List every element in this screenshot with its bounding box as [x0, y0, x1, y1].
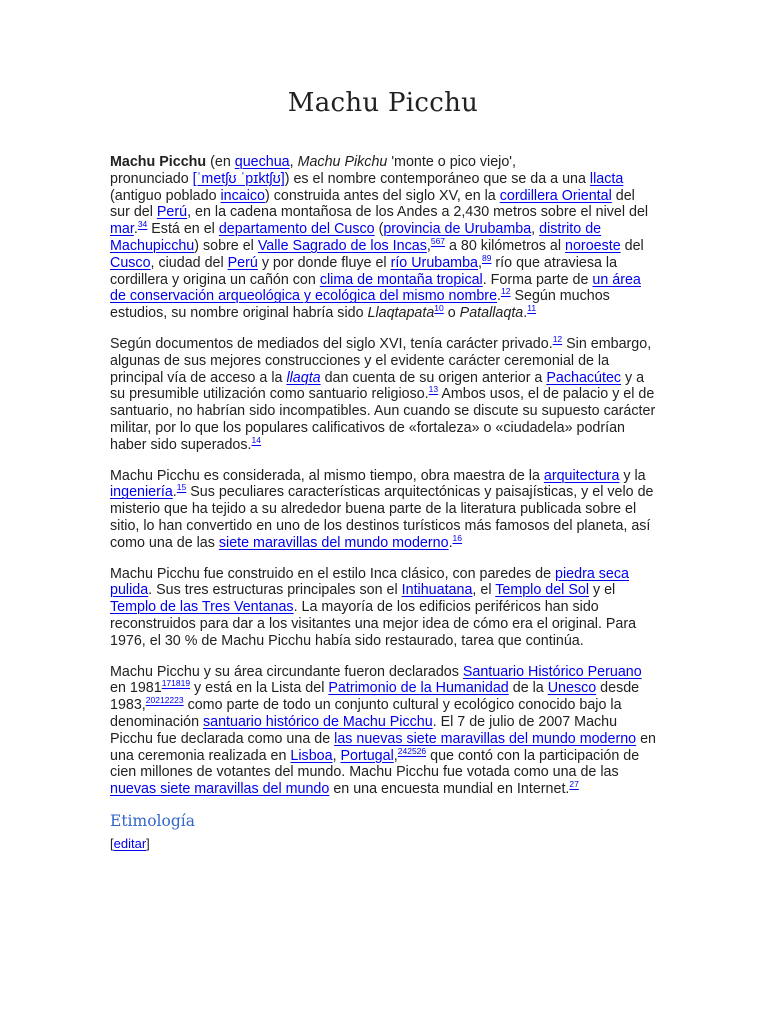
link-incaico[interactable]: incaico — [220, 187, 266, 204]
text: Machu Picchu y su área circundante fueron declarados — [110, 663, 463, 680]
article — [110, 0, 658, 853]
link-portugal[interactable]: Portugal — [340, 747, 394, 764]
text: en 1981 — [110, 680, 162, 697]
citation-171819[interactable]: 171819 — [161, 678, 191, 689]
bold-term: Machu Picchu — [110, 154, 207, 170]
italic-term: Machu Pikchu — [297, 154, 388, 170]
text: 'monte o pico viejo', — [387, 154, 516, 170]
link-santuario-machu-picchu[interactable]: santuario histórico de Machu Picchu — [203, 713, 433, 730]
text: a 80 kilómetros al — [445, 237, 566, 254]
link-patrimonio[interactable]: Patrimonio de la Humanidad — [328, 680, 509, 697]
text: (antiguo poblado — [110, 187, 221, 204]
page-title: Machu Picchu — [287, 88, 479, 118]
text: , — [426, 237, 431, 254]
link-templo-sol[interactable]: Templo del Sol — [495, 582, 589, 599]
paragraph-heritage — [110, 664, 658, 798]
link-rio-urubamba[interactable]: río Urubamba — [390, 254, 478, 271]
citation-20212223[interactable]: 20212223 — [145, 695, 184, 706]
link-noroeste[interactable]: noroeste — [565, 237, 621, 254]
text: . — [172, 484, 177, 501]
citation-242526[interactable]: 242526 — [397, 745, 427, 756]
text: ) sobre el — [194, 237, 258, 254]
link-santuario-historico[interactable]: Santuario Histórico Peruano — [462, 663, 642, 680]
bracket: ] — [146, 835, 150, 851]
link-cordillera-oriental[interactable]: cordillera Oriental — [499, 187, 612, 204]
text: y a su presumible utilización como santuario religioso. — [110, 369, 645, 403]
link-provincia-urubamba[interactable]: provincia de Urubamba — [383, 221, 532, 238]
citation-11[interactable]: 11 — [527, 303, 537, 314]
text: y por donde fluye el — [257, 254, 391, 271]
text: o — [443, 305, 460, 322]
text: Según muchos estudios, su nombre original habría sido — [110, 288, 610, 322]
text: dan cuenta de su origen anterior a — [320, 369, 547, 386]
citation-13[interactable]: 13 — [428, 384, 439, 395]
link-peru[interactable]: Perú — [156, 204, 188, 221]
text: pronunciado — [110, 170, 193, 187]
text: y está en la Lista del — [190, 680, 329, 697]
text: , — [332, 747, 341, 764]
edit-link[interactable]: editar — [113, 835, 147, 851]
text: , — [531, 221, 540, 238]
link-distrito-machupicchu[interactable]: distrito de Machupicchu — [110, 221, 602, 254]
text: en una ceremonia realizada en — [110, 730, 656, 764]
text: ( — [374, 221, 384, 238]
edit-section — [110, 835, 658, 853]
text: . — [523, 305, 528, 322]
link-llacta[interactable]: llacta — [589, 170, 624, 187]
link-area-conservacion[interactable]: un área de conservación arqueológica y ecológica del mismo nombre — [110, 271, 641, 305]
section-heading-etimologia: Etimología — [110, 811, 195, 830]
text: Está en el — [147, 221, 219, 238]
link-ipa[interactable]: [ˈmetʃʊ ˈpɪktʃʊ] — [192, 170, 285, 187]
link-nuevas-siete-maravillas[interactable]: las nuevas siete maravillas del mundo moderno — [334, 730, 637, 747]
text: y el — [589, 582, 616, 599]
text: Machu Picchu es considerada, al mismo tiempo, obra maestra de la — [110, 467, 544, 484]
text: , — [478, 254, 482, 271]
text: . El 7 de julio de 2007 Machu Picchu fue declarada como una de — [110, 713, 618, 747]
text: ) es el nombre contemporáneo que se da a una — [284, 170, 590, 187]
citation-89[interactable]: 89 — [481, 252, 492, 263]
citation-12[interactable]: 12 — [501, 286, 511, 297]
text: del sur del — [110, 187, 635, 221]
text: Sus peculiares características arquitectónicas y paisajísticas, y el velo de misterio que ha tejido a su alrededor buena parte de la literatura publicada sobre el sitio, lo han convertido en uno de los destinos turísticos más famosos del planeta, así como una de las — [110, 484, 654, 551]
link-cusco[interactable]: Cusco — [110, 254, 151, 271]
link-departamento-cusco[interactable]: departamento del Cusco — [218, 221, 375, 238]
paragraph-architecture — [110, 468, 658, 552]
text: en una encuesta mundial en Internet. — [329, 781, 570, 798]
text: . — [448, 534, 453, 551]
text: río que atraviesa la cordillera y origina un cañón con — [110, 254, 618, 288]
text: de la — [508, 680, 548, 697]
text: (en — [206, 154, 235, 170]
text: . — [497, 288, 502, 305]
citation-15[interactable]: 15 — [176, 482, 187, 493]
text: . — [133, 221, 138, 238]
link-label: llaqta — [286, 369, 321, 386]
link-lisboa[interactable]: Lisboa — [290, 747, 333, 764]
citation-34[interactable]: 34 — [137, 219, 148, 230]
citation-16[interactable]: 16 — [452, 532, 463, 543]
citation-12[interactable]: 12 — [552, 333, 563, 344]
link-siete-maravillas[interactable]: siete maravillas del mundo moderno — [218, 534, 449, 551]
text: , el — [472, 582, 496, 599]
text: ) construida antes del siglo XV, en la — [265, 187, 500, 204]
text: que contó con la participación de cien millones de votantes del mundo. Machu Picchu fue votada como una de las — [110, 747, 640, 781]
link-pachacutec[interactable]: Pachacútec — [546, 369, 622, 386]
text: Ambos usos, el de palacio y el de santuario, no habrían sido incompatibles. Aun cuando se discute su supuesto carácter militar, por lo que los populares calificativos de «fortaleza» o «ciudadela» podrían haber sido superados. — [110, 386, 656, 453]
link-nuevas-siete-maravillas-2[interactable]: nuevas siete maravillas del mundo — [110, 781, 330, 798]
paragraph-history — [110, 333, 658, 454]
link-valle-sagrado[interactable]: Valle Sagrado de los Incas — [257, 237, 427, 254]
text: . Sus tres estructuras principales son el — [148, 582, 402, 599]
text: Según documentos de mediados del siglo XVI, tenía carácter privado. — [110, 335, 553, 352]
link-llaqta[interactable] — [286, 370, 320, 386]
italic-term: Patallaqta — [459, 305, 524, 322]
citation-10[interactable]: 10 — [434, 303, 444, 314]
text: desde 1983, — [110, 680, 640, 714]
citation-14[interactable]: 14 — [251, 434, 261, 445]
text: Machu Picchu fue construido en el estilo Inca clásico, con paredes de — [110, 565, 556, 582]
link-peru-2[interactable]: Perú — [227, 254, 258, 271]
text: y la — [619, 467, 646, 484]
link-intihuatana[interactable]: Intihuatana — [401, 582, 473, 599]
paragraph-intro — [110, 154, 658, 322]
text: como parte de todo un conjunto cultural y ecológico conocido bajo la denominación — [110, 697, 622, 730]
text: , en la cadena montañosa de los Andes a 2,430 metros sobre el nivel del — [187, 204, 649, 221]
link-ingenieria[interactable]: ingeniería — [110, 484, 173, 501]
link-arquitectura[interactable]: arquitectura — [543, 467, 620, 484]
bracket: [ — [110, 835, 114, 851]
italic-term: Llaqtapata — [367, 305, 435, 322]
link-mar[interactable]: mar — [110, 221, 134, 238]
link-templo-tres-ventanas[interactable]: Templo de las Tres Ventanas — [110, 599, 294, 616]
link-clima-montana[interactable]: clima de montaña tropical — [319, 271, 483, 288]
text: Sin embargo, algunas de sus mejores construcciones y el evidente carácter ceremonial de la principal vía de acceso a la — [110, 335, 652, 386]
citation-27[interactable]: 27 — [569, 779, 579, 790]
link-quechua[interactable]: quechua — [234, 154, 290, 170]
citation-567[interactable]: 567 — [430, 235, 446, 246]
link-unesco[interactable]: Unesco — [547, 680, 597, 697]
text: del — [620, 237, 644, 254]
text: . La mayoría de los edificios periféricos han sido reconstruidos para dar a los visitantes una mejor idea de cómo era el original. Para 1976, el 30 % de Machu Picchu había sido restaurado, tarea que continúa. — [110, 599, 637, 649]
text: , ciudad del — [150, 254, 228, 271]
paragraph-style — [110, 566, 658, 650]
link-piedra-seca[interactable]: piedra seca pulida — [110, 565, 629, 599]
text: , — [393, 747, 398, 764]
text: . Forma parte de — [482, 271, 593, 288]
text: , — [289, 154, 298, 170]
